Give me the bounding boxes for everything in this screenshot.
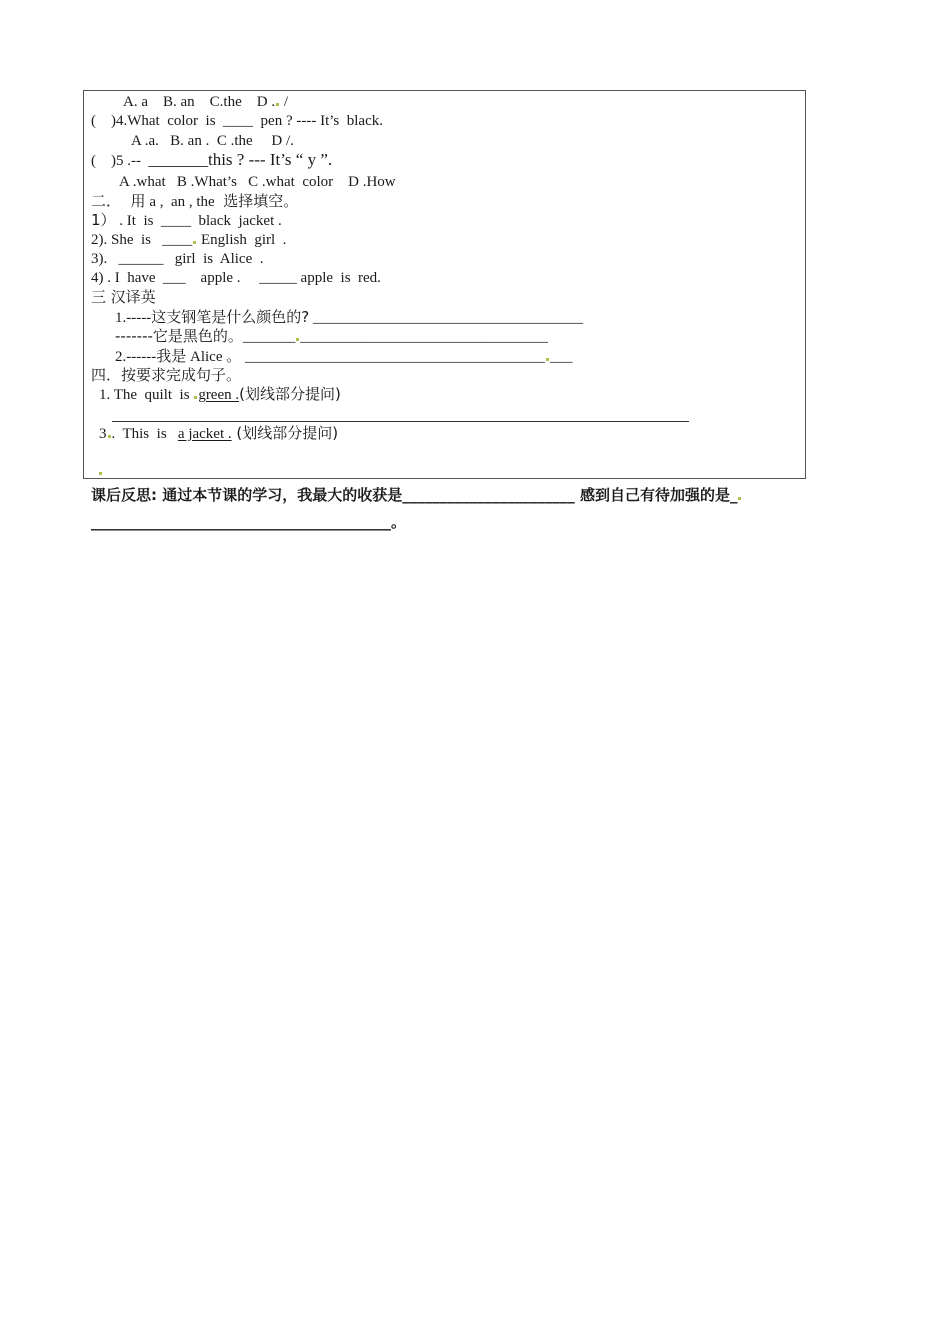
section3-line3-end: 。	[226, 347, 242, 365]
section4-line2-mid: . This is	[111, 426, 178, 442]
q4-options: A .a. B. an . C .the D /.	[131, 133, 294, 149]
q5-stem	[91, 151, 332, 170]
section4-line2-cn: (划线部分提问)	[231, 424, 339, 442]
section4-line2-underlined: a jacket .	[177, 426, 232, 442]
section3-line1-blank: ____________________________________	[309, 310, 583, 326]
mark-dot	[108, 435, 111, 438]
section2-line1-num: 1）	[91, 211, 116, 229]
section2-line2-text: 2). She is ____	[91, 232, 193, 248]
section4-line2	[99, 424, 338, 443]
section2-line1-text: . It is ____ black jacket .	[115, 213, 282, 229]
section2-pre: 用	[121, 192, 146, 210]
section3-line3-num: 2.------	[115, 349, 157, 365]
reflection-blank2: _	[729, 486, 738, 504]
reflection-line2-blank: ________________________________________	[91, 513, 391, 531]
section4-line1-cn: (划线部分提问)	[239, 385, 341, 403]
section3-line3	[115, 347, 573, 366]
section2-line2	[91, 231, 286, 249]
section3-line1	[115, 308, 583, 327]
reflection-part1: 课后反思: 通过本节课的学习，我最大的收获是	[91, 486, 403, 504]
section4-answer-line	[112, 421, 689, 422]
section4-line1-pre: 1. The quilt is	[99, 387, 194, 403]
section4-line2-pre: 3	[99, 426, 107, 442]
mark-dot	[296, 338, 299, 341]
reflection-line2	[91, 513, 406, 531]
q5-blank: _______	[148, 150, 208, 169]
section2-num: 二．	[91, 192, 122, 210]
q3-options	[123, 93, 288, 111]
section3-line1-cn: 这支钢笔是什么颜色的?	[151, 308, 310, 326]
reflection-blank1: _______________________	[402, 486, 575, 504]
q5-rest: this ? --- It’s “ y ”.	[207, 150, 333, 169]
mark-dot	[99, 472, 102, 475]
section3-line2-blank-a: _______	[242, 329, 296, 345]
q5-options: A .what B .What’s C .what color D .How	[119, 174, 396, 190]
mark-dot	[276, 103, 279, 106]
mark-dot	[546, 358, 549, 361]
section3-line2-cn: -------它是黑色的。	[115, 327, 243, 345]
section3-line2-blank-b: _________________________________	[300, 329, 548, 345]
section3-line1-num: 1.-----	[115, 310, 152, 326]
section3-title: 三 汉译英	[91, 288, 156, 306]
reflection-part2: 感到自己有待加强的是	[574, 486, 730, 504]
section2-line3: 3). ______ girl is Alice .	[91, 251, 264, 267]
mark-dot	[738, 497, 741, 500]
mark-dot	[194, 396, 197, 399]
section3-line2	[115, 327, 548, 346]
section2-words: a , an , the	[145, 194, 219, 210]
section4-line1	[99, 385, 341, 404]
q3-options-text: A. a B. an C.the D .	[123, 94, 276, 110]
reflection-line1	[91, 486, 742, 504]
section4-line1-underlined: green .	[198, 387, 240, 403]
section3-line3-name: Alice	[186, 349, 227, 365]
reflection-line2-end: 。	[391, 513, 407, 531]
section3-line3-blank-a: ________________________________________	[241, 349, 545, 365]
section2-post: 选择填空。	[218, 192, 299, 210]
section2-line1	[91, 211, 282, 230]
mark-dot	[193, 241, 196, 244]
section2-title	[91, 192, 298, 211]
q3-options-tail: /	[280, 94, 288, 110]
section3-line3-cn: 我是	[156, 347, 187, 365]
section3-line3-blank-b: ___	[550, 349, 573, 365]
section2-line2-tail: English girl .	[197, 232, 287, 248]
section4-title: 四．按要求完成句子。	[91, 366, 242, 384]
q4-stem: ( )4.What color is ____ pen ? ---- It’s black.	[91, 113, 383, 129]
section2-line4: 4) . I have ___ apple . _____ apple is red.	[91, 270, 381, 286]
q5-paren: ( )5 .--	[91, 153, 149, 169]
